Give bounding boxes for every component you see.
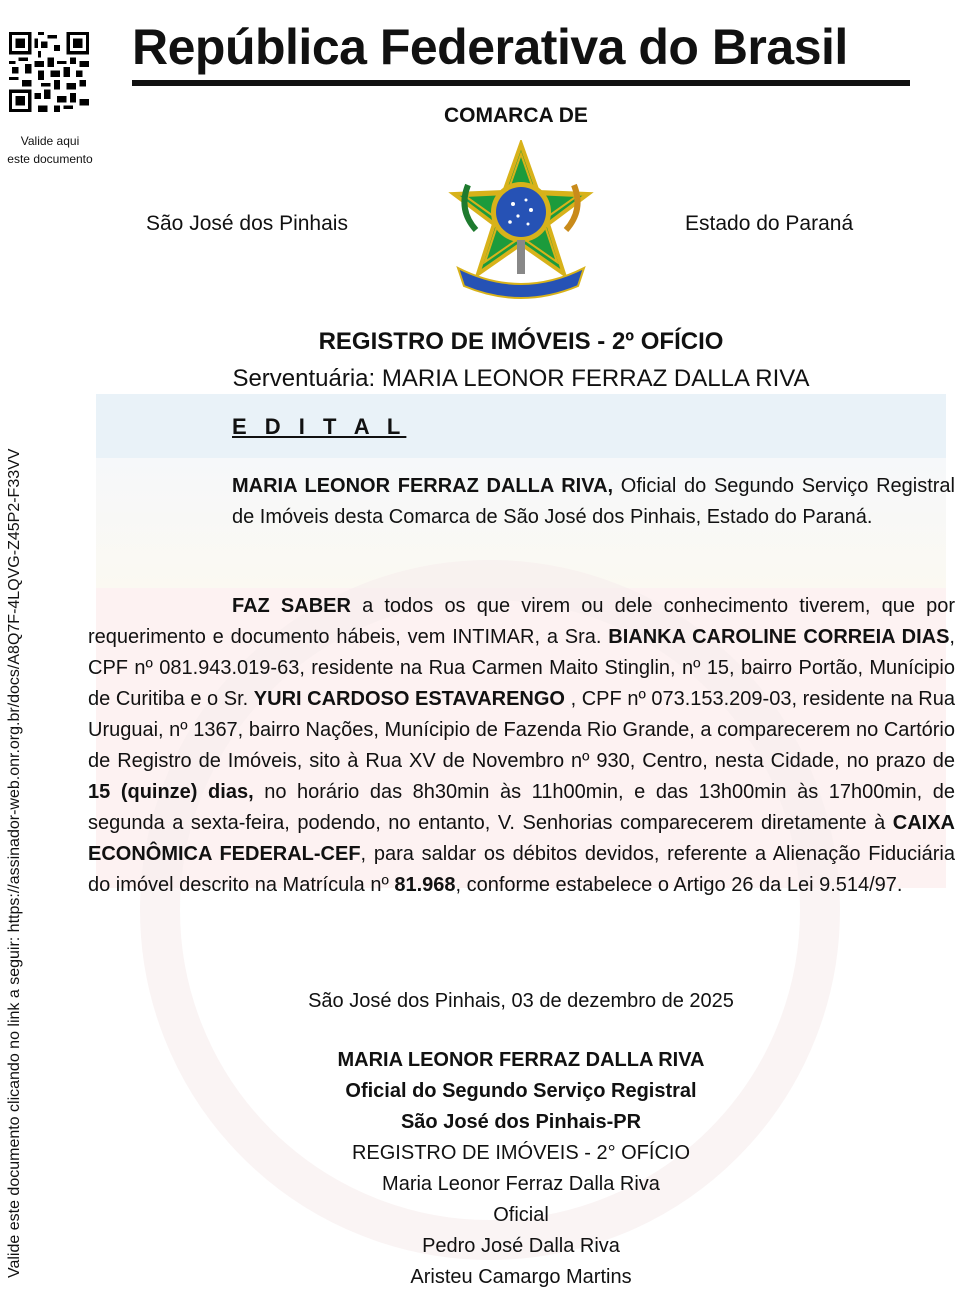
notice-text-4: no horário das 8h30min às 11h00min, e das 13h00min às 17h00min, de segunda a sexta-feira, podendo, no entanto, V. Senhorias comparecerem diretamente à	[88, 781, 955, 834]
coat-of-arms-icon	[438, 140, 604, 306]
faz-saber: FAZ SABER	[232, 595, 351, 617]
signatory-role: Oficial do Segundo Serviço Registral	[345, 1080, 697, 1102]
notice-text-3: , CPF nº 073.153.209-03, residente na Rua Uruguai, nº 1367, bairro Nações, Munícipio de Fazenda Rio Grande, a comparecerem no Cartório de Registro de Imóveis, sito à Rua XV de Novembro nº 930, Centro, nesta Cidade, no prazo de	[88, 688, 955, 772]
creditor-name: CAIXA ECONÔMICA FEDERAL-CEF	[88, 812, 955, 865]
signatory-place: São José dos Pinhais-PR	[400, 1111, 642, 1133]
signature-office: REGISTRO DE IMÓVEIS - 2° OFÍCIO	[351, 1142, 691, 1164]
comarca-label: COMARCA DE	[444, 104, 588, 127]
signature-block	[96, 1045, 946, 1293]
watermark-band-blue	[96, 394, 946, 458]
qr-caption-line1: Valide aqui	[20, 134, 80, 148]
office-title: REGISTRO DE IMÓVEIS - 2º OFÍCIO	[318, 328, 724, 355]
notice-text-6: , conforme estabelece o Artigo 26 da Lei 9.514/97.	[455, 874, 903, 896]
state-name: Estado do Paraná	[685, 212, 854, 235]
notice-text-1: a todos os que virem ou dele conhecimento tiverem, que por requerimento e documento hábeis, vem INTIMAR, a Sra.	[88, 595, 955, 648]
notice-text-5: , para saldar os débitos devidos, referente a Alienação Fiduciária do imóvel descrito na Matrícula nº	[88, 843, 955, 896]
page-title: República Federativa do Brasil	[132, 19, 848, 75]
date-line: São José dos Pinhais, 03 de dezembro de 2025	[308, 990, 734, 1012]
qr-code-icon[interactable]	[9, 32, 89, 112]
intro-name: MARIA LEONOR FERRAZ DALLA RIVA,	[232, 475, 614, 497]
city-name: São José dos Pinhais	[146, 212, 348, 235]
validation-link[interactable]: Valide este documento clicando no link a seguir: https://assinador-web.onr.org.br/docs/A8Q7F-4LQVG-Z45P2-F33VV	[6, 448, 23, 1278]
notice-text-2: , CPF nº 081.943.019-63, residente na Rua Carmen Maito Stinglin, nº 15, bairro Portão, Munícipio de Curitiba e o Sr.	[88, 626, 955, 710]
staff-line: Maria Leonor Ferraz Dalla Riva	[382, 1173, 660, 1195]
edital-heading: E D I T A L	[232, 414, 407, 439]
registration-number: 81.968	[394, 874, 456, 896]
qr-caption	[0, 132, 100, 168]
intro-paragraph	[232, 471, 955, 533]
person-1-name: BIANKA CAROLINE CORREIA DIAS	[608, 626, 950, 648]
serventuaria: Serventuária: MARIA LEONOR FERRAZ DALLA RIVA	[232, 365, 810, 392]
staff-line: Aristeu Camargo Martins	[410, 1266, 632, 1288]
person-2-name: YURI CARDOSO ESTAVARENGO	[253, 688, 565, 710]
intro-text: Oficial do Segundo Serviço Registral de Imóveis desta Comarca de São José dos Pinhais, Estado do Paraná.	[232, 475, 955, 528]
signatory-name: MARIA LEONOR FERRAZ DALLA RIVA	[337, 1049, 705, 1071]
staff-line: Oficial	[493, 1204, 549, 1226]
deadline: 15 (quinze) dias,	[88, 781, 254, 803]
notice-paragraph	[88, 591, 955, 901]
staff-line: Pedro José Dalla Riva	[422, 1235, 620, 1257]
title-rule	[132, 80, 910, 86]
qr-caption-line2: este documento	[7, 152, 93, 166]
